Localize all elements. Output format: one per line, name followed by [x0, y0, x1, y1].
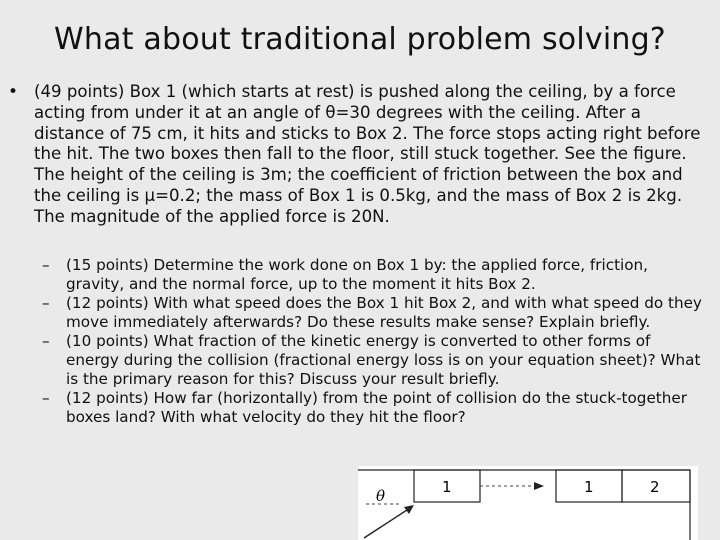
main-bullet [8, 82, 708, 228]
sub-question-text: (12 points) With what speed does the Box 1 hit Box 2, and with what speed do they move immediately afterwards? Do these results make sense? Explain briefly. [66, 294, 702, 331]
sub-question-text: (12 points) How far (horizontally) from the point of collision do the stuck-together boxes land? With what velocity do they hit the floor? [66, 389, 687, 426]
dash-marker: – [42, 294, 50, 312]
slide-title: What about traditional problem solving? [54, 22, 666, 57]
bullet-marker: • [8, 82, 19, 102]
box-1-initial-label: 1 [442, 478, 452, 496]
box-2-label: 2 [650, 478, 660, 496]
sub-question-2 [42, 294, 702, 332]
sub-question-3 [42, 332, 702, 389]
sub-question-1 [42, 256, 702, 294]
figure-background [358, 466, 698, 540]
theta-label: θ [376, 487, 386, 505]
sub-question-text: (10 points) What fraction of the kinetic energy is converted to other forms of energy during the collision (fractional energy loss is on your equation sheet)? What is the primary reason for this? Discuss your result briefly. [66, 332, 701, 388]
sub-question-text: (15 points) Determine the work done on Box 1 by: the applied force, friction, gravity, and the normal force, up to the moment it hits Box 2. [66, 256, 648, 293]
problem-statement: (49 points) Box 1 (which starts at rest) is pushed along the ceiling, by a force acting from under it at an angle of θ=30 degrees with the ceiling. After a distance of 75 cm, it hits and sticks to Box 2. The force stops acting right before the hit. The two boxes then fall to the floor, still stuck together. See the figure. The height of the ceiling is 3m; the coefficient of friction between the box and the ceiling is μ=0.2; the mass of Box 1 is 0.5kg, and the mass of Box 2 is 2kg. The magnitude of the applied force is 20N. [34, 82, 701, 226]
dash-marker: – [42, 256, 50, 274]
problem-figure [358, 466, 698, 540]
dash-marker: – [42, 389, 50, 407]
sub-question-4 [42, 389, 702, 427]
box-1-final-label: 1 [584, 478, 594, 496]
dash-marker: – [42, 332, 50, 350]
sub-question-list [42, 256, 702, 427]
